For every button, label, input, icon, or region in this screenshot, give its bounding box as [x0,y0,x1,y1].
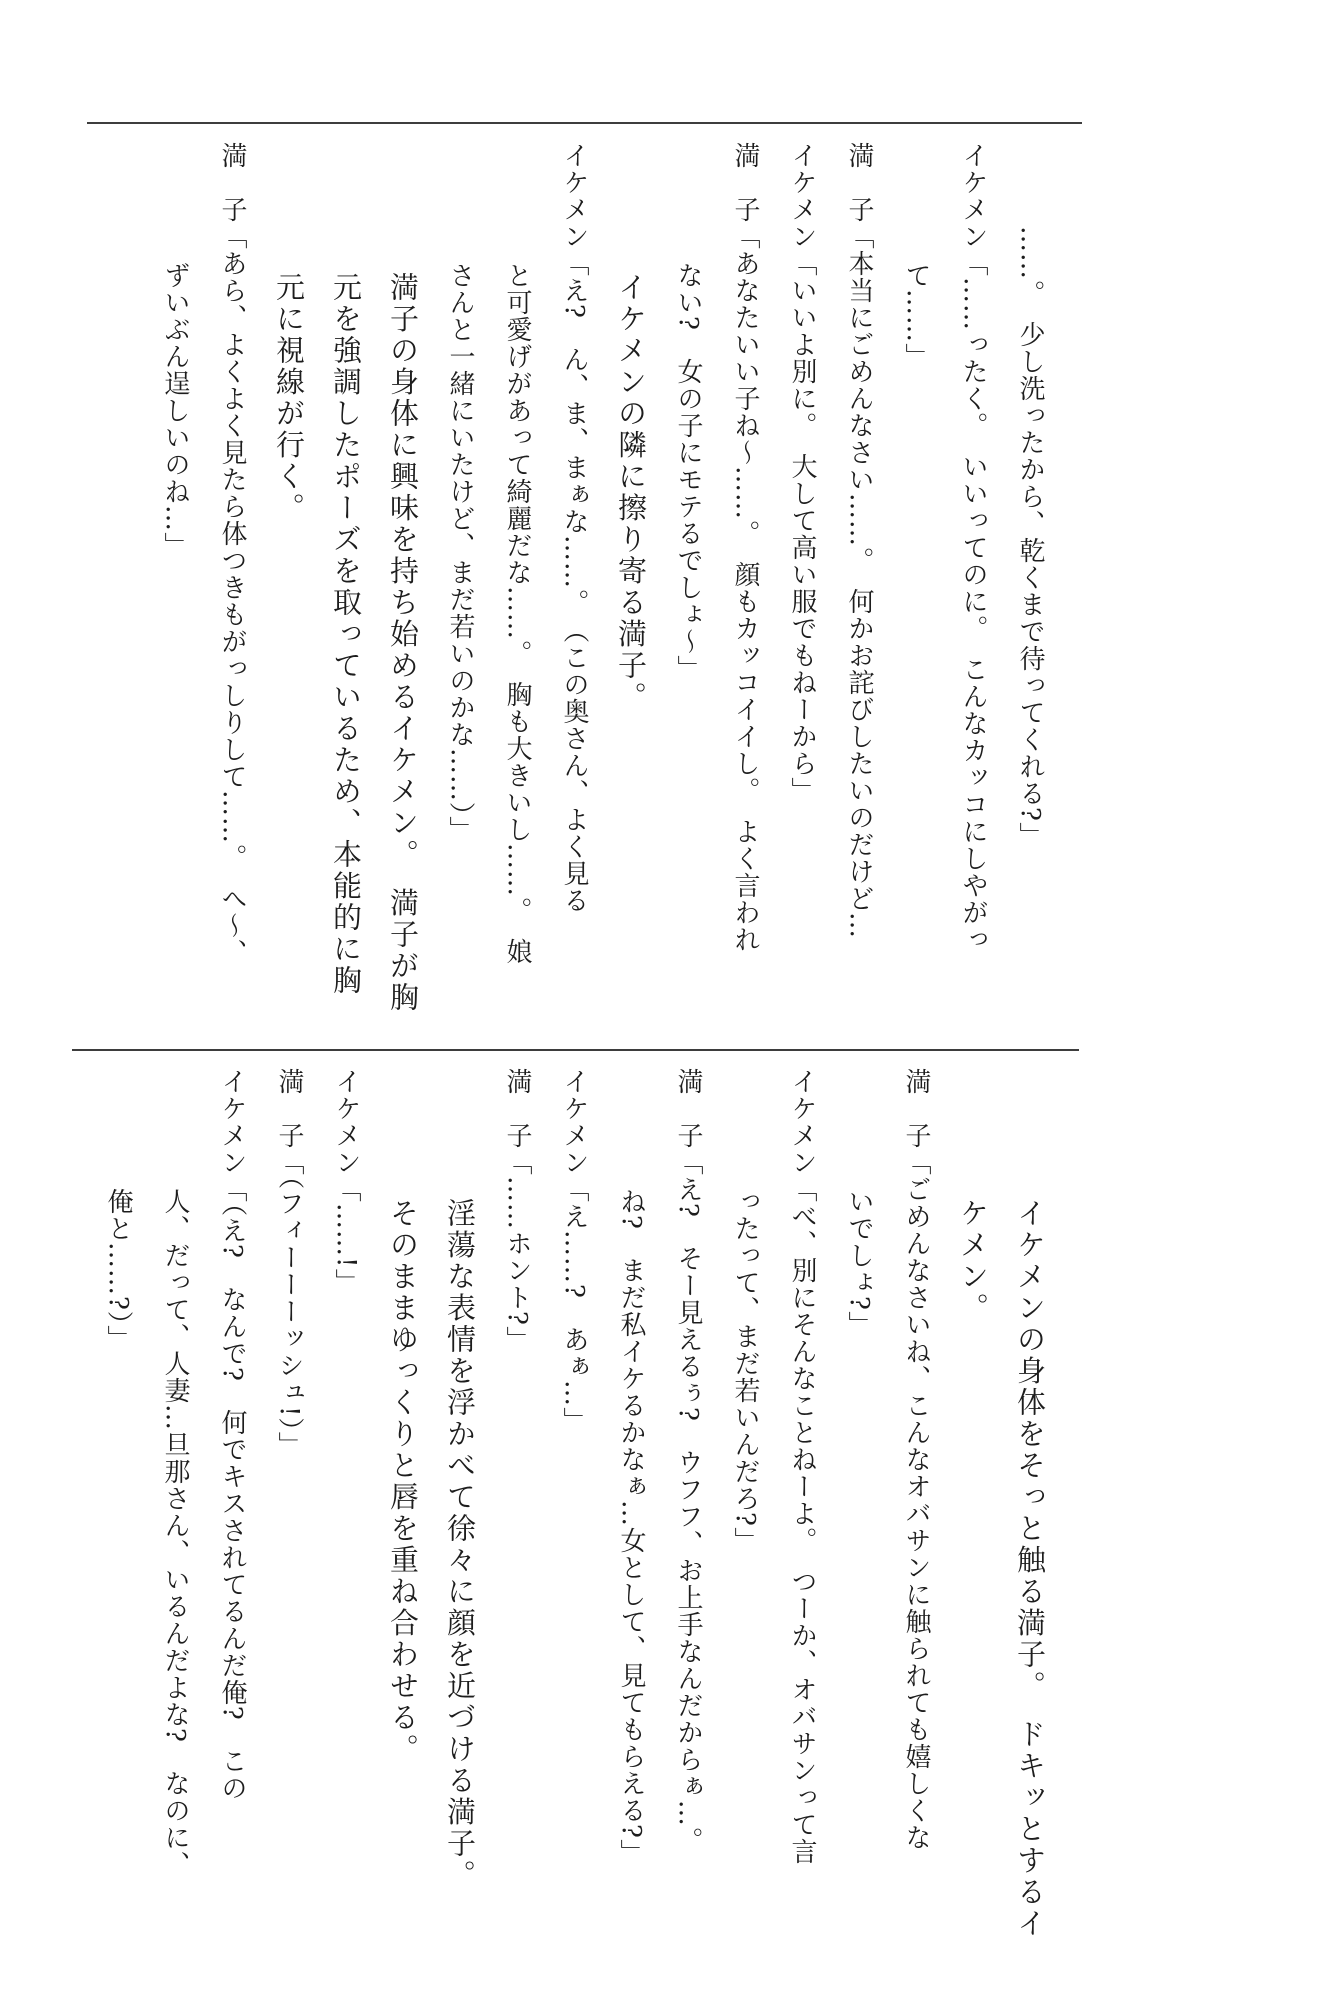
narration-column: イケメンの身体をそっと触る満子。 ドキッとするイ [1013,1198,1047,1940]
text-column: 満 子「……ホント?」 [502,1068,532,1353]
text-column: 満 子「あなたいい子ね〜……。 顔もカッコイイし。 よく言われ [730,142,760,953]
text-column: イケメン「いいよ別に。 大して高い服でもねーから」 [787,142,817,804]
text-column: さんと一緒にいたけど、まだ若いのかな……）」 [445,262,475,843]
text-column: イケメン「え? ん、ま、まぁな……。 （この奥さん、よく見る [559,142,589,914]
text-column: 満 子「あら、よくよく見たら体つきもがっしりして……。 へ〜、 [217,142,247,966]
top-section [146,142,1058,1047]
narration-column: イケメンの隣に擦り寄る満子。 [614,272,648,713]
text-column: イケメン「（え? なんで? 何でキスされてるんだ俺? この [217,1068,247,1802]
text-column: ない? 女の子にモテるでしょ〜」 [673,262,703,682]
narration-column: 元を強調したポーズを取っているため、本能的に胸 [329,272,363,997]
text-column: て……」 [901,262,931,370]
text-column: ずいぶん逞しいのね…」 [160,262,190,559]
bottom-section [89,1068,1058,1993]
text-column: 満 子「え? そー見えるぅ? ウフフ、お上手なんだからぁ…。 [673,1068,703,1854]
text-column: イケメン「べ、別にそんなことねーよ。 つーか、オバサンって言 [787,1068,817,1865]
text-column: ……。 少し洗ったから、乾くまで待ってくれる?」 [1015,226,1045,849]
narration-column: 元に視線が行く。 [272,272,306,524]
section-divider-top [87,122,1082,124]
text-column: 満 子「本当にごめんなさい……。 何かお詫びしたいのだけど… [844,142,874,939]
text-column: いでしょ?」 [844,1188,874,1338]
text-column: 俺と……?）」 [103,1188,133,1352]
text-column: イケメン「……ったく。 いいってのに。 こんなカッコにしやがっ [958,142,988,953]
text-column: ったって、まだ若いんだろ?」 [730,1188,760,1554]
text-column: と可愛げがあって綺麗だな……。 胸も大きいし……。 娘 [502,262,532,965]
narration-column: 淫蕩な表情を浮かべて徐々に顔を近づける満子。 [443,1198,477,1891]
text-column: 満 子「ごめんなさいね、こんなオバサンに触られても嬉しくな [901,1068,931,1851]
text-column: ね? まだ私イケるかなぁ…女として、見てもらえる?」 [616,1188,646,1866]
narration-column: ケメン。 [956,1198,990,1324]
text-column: 満 子「（フィーーーッシュ!）」 [274,1068,304,1459]
narration-column: そのままゆっくりと唇を重ね合わせる。 [386,1198,420,1765]
text-column: イケメン「え……? あぁ…」 [559,1068,589,1434]
text-column: イケメン「……!」 [331,1068,361,1296]
section-divider-bottom [72,1049,1079,1051]
narration-column: 満子の身体に興味を持ち始めるイケメン。 満子が胸 [386,272,420,1014]
text-column: 人、だって、人妻…旦那さん、いるんだよな? なのに、 [160,1188,190,1878]
